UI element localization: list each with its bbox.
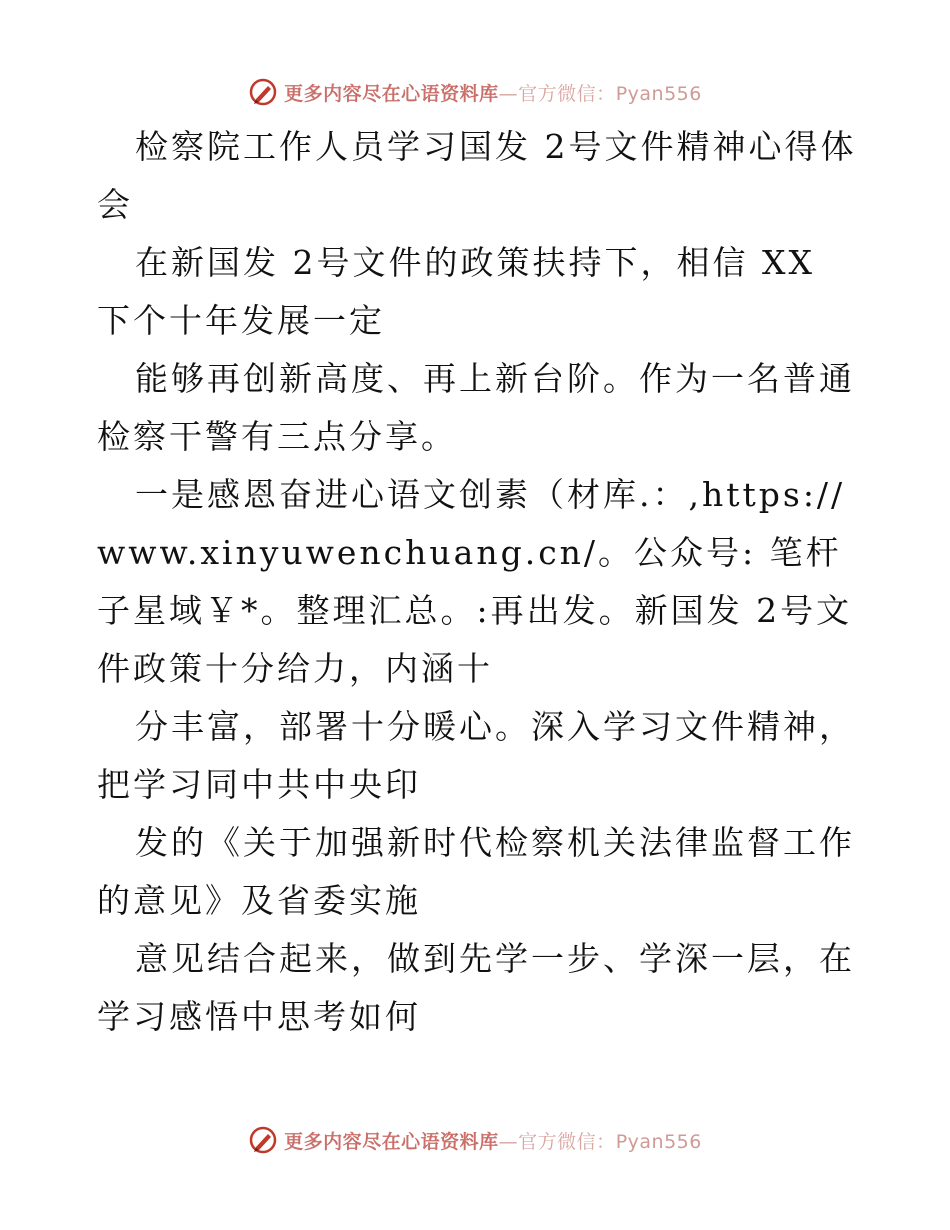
header-banner: [0, 72, 950, 112]
header-dash: —: [498, 82, 519, 105]
footer-wechat-id: Pyan556: [615, 1130, 702, 1153]
document-body: [97, 118, 857, 1046]
paragraph-5: 发的《关于加强新时代检察机关法律监督工作的意见》及省委实施: [97, 823, 855, 920]
header-wechat-id: Pyan556: [615, 82, 702, 105]
pen-logo-icon: [248, 77, 278, 107]
paragraph-1: 在新国发 2号文件的政策扶持下，相信 XX 下个十年发展一定: [97, 243, 815, 340]
paragraph-6: 意见结合起来，做到先学一步、学深一层，在学习感悟中思考如何: [97, 939, 855, 1036]
footer-wechat-label: 官方微信：: [518, 1130, 616, 1153]
footer-site-text: 更多内容尽在心语资料库: [284, 1130, 499, 1153]
footer-banner-text: [284, 1127, 702, 1154]
header-site-text: 更多内容尽在心语资料库: [284, 82, 499, 105]
footer-dash: —: [498, 1130, 519, 1153]
pen-logo-icon: [248, 1125, 278, 1155]
header-wechat-label: 官方微信：: [518, 82, 616, 105]
paragraph-4: 分丰富，部署十分暖心。深入学习文件精神，把学习同中共中央印: [97, 707, 855, 804]
footer-banner: [0, 1120, 950, 1160]
header-banner-text: [284, 79, 702, 106]
paragraph-3: 一是感恩奋进心语文创素（材库.：,https://www.xinyuwenchuang.cn/。公众号: 笔杆子星域￥*。整理汇总。:再出发。新国发 2号文件政策十分给力，内涵十: [97, 475, 853, 688]
document-title: 检察院工作人员学习国发 2号文件精神心得体会: [97, 127, 857, 224]
paragraph-2: 能够再创新高度、再上新台阶。作为一名普通检察干警有三点分享。: [97, 359, 855, 456]
